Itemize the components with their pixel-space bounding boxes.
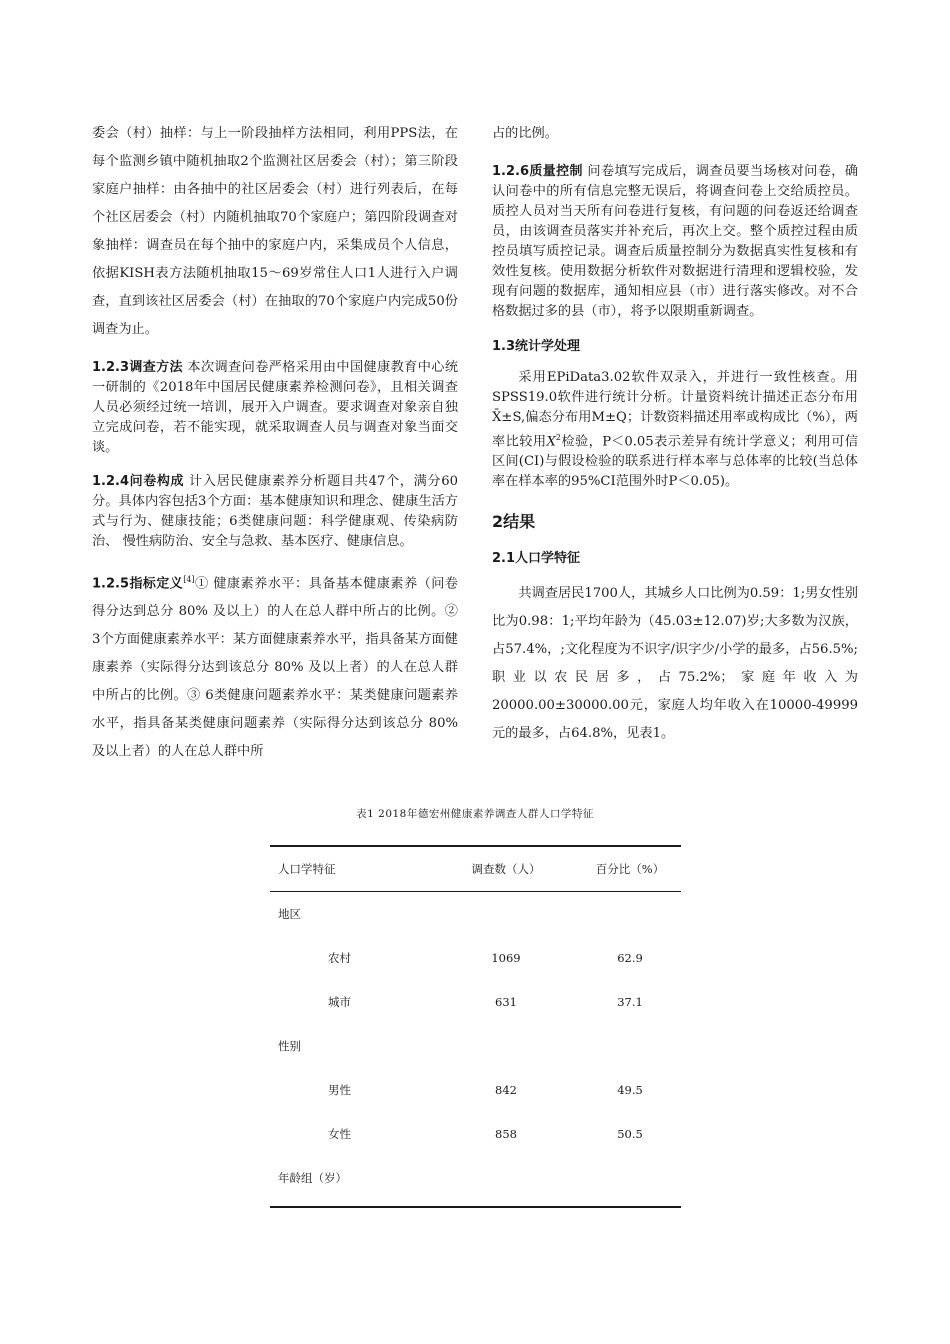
left-column — [92, 120, 458, 766]
section-1-2-3-text: 本次调查问卷严格采用由中国健康教育中心统一研制的《2018年中国居民健康素养检测问卷》，且相关调查人员必须经过统一培训，展开入户调查。要求调查对象亲自独立完成问卷，若不能实现，就采取调查人员与调查对象当面交谈。 — [92, 360, 459, 455]
table-row — [270, 980, 681, 1024]
row-count: 858 — [495, 1127, 517, 1141]
table-group-row — [270, 1024, 681, 1068]
row-label: 男性 — [328, 1083, 351, 1097]
row-label: 农村 — [328, 951, 351, 965]
row-label: 城市 — [328, 995, 351, 1009]
header-feature: 人口学特征 — [278, 862, 336, 876]
section-1-2-6 — [492, 162, 858, 322]
table-row — [270, 1112, 681, 1156]
demographics-table — [270, 845, 681, 1208]
row-count: 1069 — [491, 951, 521, 965]
chi-symbol: X — [546, 434, 556, 450]
table-group-row — [270, 1156, 681, 1200]
row-count: 631 — [495, 995, 517, 1009]
section-1-2-5 — [92, 566, 458, 766]
section-1-3-text-a: 采用EPiData3.02软件双录入，并进行一致性核查。用SPSS19.0软件进行统计分析。计量资料统计描述正态分布用 X̄±S,偏态分布用M±Q；计数资料描述用率或构成比（%），两率比较用 — [492, 370, 858, 450]
section-1-2-6-heading: 1.2.6质量控制 — [492, 164, 583, 179]
section-1-2-6-text: 问卷填写完成后，调查员要当场核对问卷，确认问卷中的所有信息完整无误后，将调查问卷上交给质控员。质控人员对当天所有问卷进行复核，有问题的问卷返还给调查员，由该调查员落实并补充后，再次上交。整个质控过程由质控员填写质控记录。调查后质量控制分为数据真实性复核和有效性复核。使用数据分析软件对数据进行清理和逻辑校验，发现有问题的数据库，通知相应县（市）进行落实修改。对不合格数据过多的县（市），将予以限期重新调查。 — [492, 164, 859, 319]
section-1-2-5-text: ① 健康素养水平：具备基本健康素养（问卷得分达到总分 80% 及以上）的人在总人群中所占的比例。② 3个方面健康素养水平：某方面健康素养水平，指具备某方面健康素养（实际得分达到该总分 80% 及以上者）的人在总人群中所占的比例。③ 6类健康问题素养水平：某类健康问题素养水平，指具备某类健康问题素养（实际得分达到该总分 80% 及以上者）的人在总人群中所 — [92, 576, 458, 760]
section-1-2-3 — [92, 358, 458, 458]
results-heading: 2结果 — [492, 512, 536, 532]
section-1-2-5-heading: 1.2.5指标定义 — [92, 576, 184, 592]
chi-superscript: 2 — [555, 433, 561, 442]
right-column — [492, 120, 858, 748]
group-label: 性别 — [278, 1039, 301, 1053]
row-percent: 37.1 — [617, 995, 643, 1009]
section-1-3-heading: 1.3统计学处理 — [492, 339, 581, 354]
table-row — [270, 1068, 681, 1112]
sampling-paragraph: 委会（村）抽样：与上一阶段抽样方法相同，利用PPS法，在每个监测乡镇中随机抽取2个监测社区居委会（村）；第三阶段家庭户抽样：由各抽中的社区居委会（村）进行列表后，在每个社区居委会（村）内随机抽取70个家庭户；第四阶段调查对象抽样：调查员在每个抽中的家庭户内，采集成员个人信息，依据KISH表方法随机抽取15～69岁常住人口1人进行入户调查，直到该社区居委会（村）在抽取的70个家庭户内完成50份调查为止。 — [92, 126, 458, 337]
row-percent: 49.5 — [617, 1083, 643, 1097]
table-caption: 表1 2018年德宏州健康素养调查人群人口学特征 — [356, 808, 594, 820]
row-percent: 62.9 — [617, 951, 643, 965]
section-1-2-4 — [92, 472, 458, 552]
section-1-3-text — [492, 368, 858, 492]
row-count: 842 — [495, 1083, 517, 1097]
section-1-2-3-heading: 1.2.3调查方法 — [92, 360, 183, 375]
table-header-row — [270, 847, 681, 891]
section-2-1-heading: 2.1人口学特征 — [492, 551, 581, 567]
header-percent: 百分比（%） — [595, 862, 665, 876]
section-2-1-text: 共调查居民1700人，其城乡人口比例为0.59：1;男女性别比为0.98：1;平均年龄为（45.03±12.07)岁;大多数为汉族，占57.4%，;文化程度为不识字/识字少/小学的最多，占56.5%;职业以农民居多，占75.2%；家庭年收入为20000.00±30000.00元，家庭人均年收入在10000-49999元的最多，占64.8%，见表1。 — [492, 586, 858, 742]
section-1-2-4-text: 计入居民健康素养分析题目共47个，满分60分。具体内容包括3个方面：基本健康知识和理念、健康生活方式与行为、健康技能；6类健康问题：科学健康观、传染病防治、 慢性病防治、安全与急救、基本医疗、健康信息。 — [92, 474, 459, 549]
table-group-row — [270, 892, 681, 936]
group-label: 地区 — [278, 907, 301, 921]
row-label: 女性 — [328, 1127, 351, 1141]
citation-4: [4] — [183, 575, 195, 584]
section-1-2-4-heading: 1.2.4问卷构成 — [92, 474, 185, 489]
section-1-3-text-b: 检验，P＜0.05表示差异有统计学意义；利用可信区间(CI)与假设检验的联系进行样本率与总体率的比较(当总体率在样本率的95%CI范围外时P＜0.05)。 — [492, 434, 859, 490]
row-percent: 50.5 — [617, 1127, 643, 1141]
group-label: 年龄组（岁） — [278, 1171, 347, 1185]
table-row — [270, 936, 681, 980]
header-count: 调查数（人） — [471, 862, 541, 876]
table-bottom-rule — [270, 1206, 681, 1208]
continued-text: 占的比例。 — [492, 126, 558, 141]
